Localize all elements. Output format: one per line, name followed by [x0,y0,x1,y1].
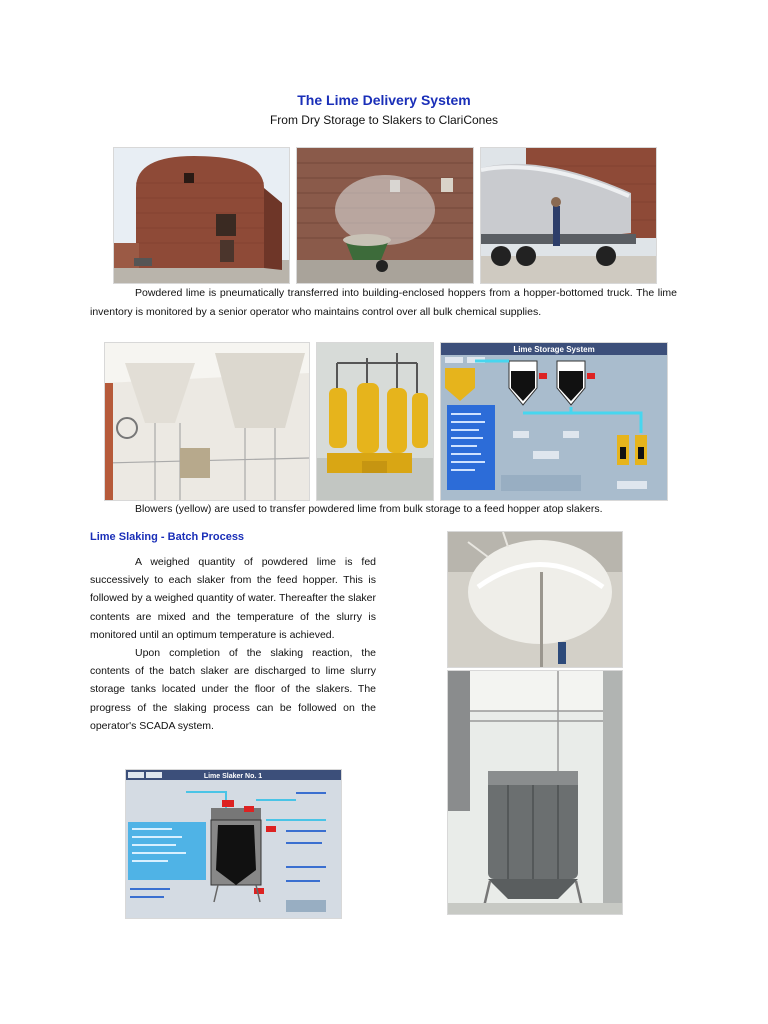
caption-delivery-line1: Powdered lime is pneumatically transferred into building-enclosed hoppers from a hopper-bottomed truck. [135,287,633,299]
caption-blowers [135,500,675,519]
body-paragraph-2: Upon completion of the slaking reaction, the contents of the batch slaker are discharged to lime slurry storage tanks located under the floor of the slakers. The progress of the slaking process can be followed on the operator's SCADA system. [90,647,376,732]
section-body [90,553,376,735]
page-subtitle: From Dry Storage to Slakers to ClariCones [269,113,499,127]
photo-feed-hopper [447,531,623,668]
caption-blowers-text: Blowers (yellow) are used to transfer powdered lime from bulk storage to a feed hopper atop slakers. [135,503,603,515]
page-title: The Lime Delivery System [297,92,471,108]
caption-delivery [90,284,677,322]
caption-delivery-line2: The lime inventory is monitored by a senior operator who maintains control over all bulk chemical supplies. [90,287,677,318]
body-paragraph-1: A weighed quantity of powdered lime is fed successively to each slaker from the feed hopper. This is followed by a weighed quantity of water. Thereafter the slaker contents are mixed and the temperature of the slurry is monitored until an optimum temperature is achieved. [90,556,376,641]
photo-blowers [316,342,434,501]
photo-batch-slaker [447,670,623,915]
photo-wheelbarrow [296,147,474,284]
scada-storage-title: Lime Storage System [513,345,595,354]
photo-storage-building [113,147,290,284]
photo-lime-truck [480,147,657,284]
scada-slaker-screen [125,769,342,919]
section-heading: Lime Slaking - Batch Process [90,531,245,543]
photo-hoppers-interior [104,342,310,501]
scada-slaker-title: Lime Slaker No. 1 [203,773,263,780]
scada-lime-storage-screen [440,342,668,501]
